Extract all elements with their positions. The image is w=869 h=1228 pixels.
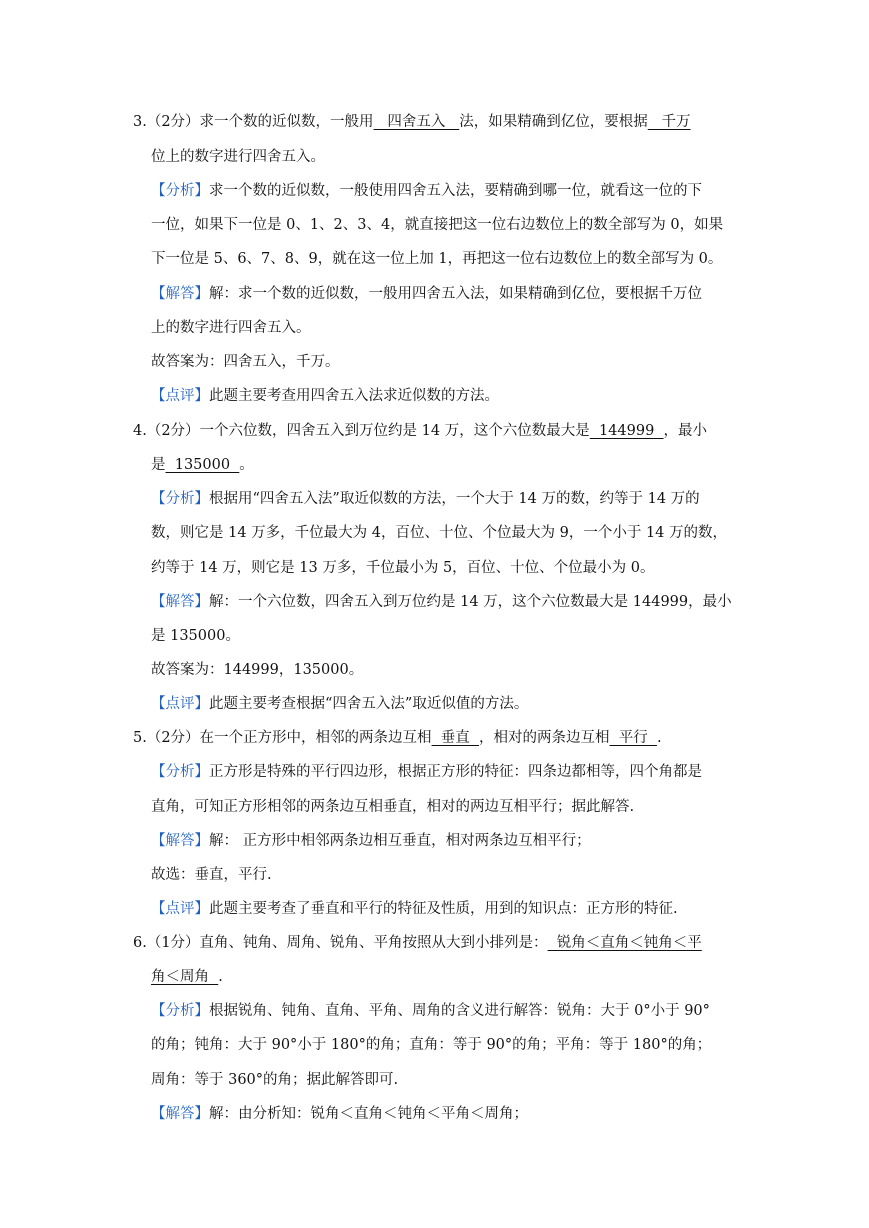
q3-analysis-line-3: 下一位是 5、6、7、8、9，就在这一位上加 1，再把这一位右边数位上的数全部写为 0。 — [151, 251, 723, 267]
q6-analysis-line-1 — [151, 1001, 710, 1021]
q6-stem-line-1 — [133, 933, 702, 953]
analysis-tag: 【分析】 — [151, 183, 209, 199]
q5-analysis-line-2: 直角，可知正方形相邻的两条边互相垂直，相对的两边互相平行；据此解答. — [151, 799, 635, 815]
analysis-tag: 【分析】 — [151, 491, 209, 507]
analysis-text: 根据锐角、钝角、直角、平角、周角的含义进行解答：锐角：大于 0°小于 90° — [209, 1003, 710, 1019]
q5-stem-text: ，相对的两条边互相 — [479, 730, 610, 746]
q3-stem-text: 法，如果精确到亿位，要根据 — [459, 114, 648, 130]
q6-stem-text: 6.（1分）直角、钝角、周角、锐角、平角按照从大到小排列是： — [133, 935, 548, 951]
q5-stem-text: . — [656, 730, 662, 746]
q4-analysis-line-1 — [151, 489, 700, 509]
q3-stem-line-2: 位上的数字进行四舍五入。 — [151, 149, 325, 165]
answer-tag: 【解答】 — [151, 1106, 209, 1122]
q5-comment-line — [151, 899, 678, 919]
analysis-text: 求一个数的近似数，一般使用四舍五入法，要精确到哪一位，就看这一位的下 — [209, 183, 702, 199]
q3-analysis-line-2: 一位，如果下一位是 0、1、2、3、4，就直接把这一位右边数位上的数全部写为 0，如果 — [151, 217, 724, 233]
q4-stem-text: 4.（2分）一个六位数，四舍五入到万位约是 14 万，这个六位数最大是 — [133, 423, 590, 439]
answer-text: 解：求一个数的近似数，一般用四舍五入法，如果精确到亿位，要根据千万位 — [209, 286, 702, 302]
q4-answer-line-1 — [151, 592, 732, 612]
q5-answer-line-1 — [151, 831, 591, 851]
q5-answer-blank-1: 垂直 — [431, 730, 479, 746]
q3-answer-blank-2: 千万 — [647, 114, 691, 130]
answer-tag: 【解答】 — [151, 594, 209, 610]
q4-stem-text: 是 — [151, 457, 166, 473]
comment-text: 此题主要考查根据“四舍五入法”取近似值的方法。 — [209, 696, 529, 712]
q4-answer-line-2: 是 135000。 — [151, 628, 240, 644]
analysis-text: 根据用“四舍五入法”取近似数的方法，一个大于 14 万的数，约等于 14 万的 — [209, 491, 700, 507]
answer-tag: 【解答】 — [151, 286, 209, 302]
answer-text: 解：由分析知：锐角＜直角＜钝角＜平角＜周角； — [209, 1106, 528, 1122]
comment-tag: 【点评】 — [151, 696, 209, 712]
analysis-text: 正方形是特殊的平行四边形，根据正方形的特征：四条边都相等，四个角都是 — [209, 764, 702, 780]
q4-final-answer: 故答案为：144999，135000。 — [151, 662, 364, 678]
q6-analysis-line-2: 的角；钝角：大于 90°小于 180°的角；直角：等于 90°的角；平角：等于 180°的角； — [151, 1037, 712, 1053]
q4-answer-blank-2: 135000 — [165, 457, 240, 473]
comment-tag: 【点评】 — [151, 901, 209, 917]
q3-stem-line-1 — [133, 112, 691, 132]
analysis-tag: 【分析】 — [151, 1003, 209, 1019]
q6-stem-text: . — [218, 969, 223, 985]
answer-tag: 【解答】 — [151, 833, 209, 849]
q6-answer-line-1 — [151, 1104, 528, 1124]
q5-stem-line-1 — [133, 728, 662, 748]
q6-answer-blank: 锐角＜直角＜钝角＜平 — [547, 935, 702, 951]
q6-stem-line-2 — [151, 967, 223, 987]
q4-analysis-line-3: 约等于 14 万，则它是 13 万多，千位最小为 5，百位、十位、个位最小为 0。 — [151, 560, 655, 576]
q6-answer-blank: 角＜周角 — [151, 969, 219, 985]
q3-final-answer: 故答案为：四舍五入，千万。 — [151, 354, 340, 370]
q5-answer-blank-2: 平行 — [609, 730, 657, 746]
answer-text: 解：一个六位数，四舍五入到万位约是 14 万，这个六位数最大是 144999，最小 — [209, 594, 732, 610]
q3-stem-text: 3.（2分）求一个数的近似数，一般用 — [133, 114, 374, 130]
q4-answer-blank-1: 144999 — [589, 423, 664, 439]
q3-answer-blank-1: 四舍五入 — [373, 114, 460, 130]
analysis-tag: 【分析】 — [151, 764, 209, 780]
q5-final-answer: 故选：垂直，平行. — [151, 867, 272, 883]
q4-stem-text: 。 — [239, 457, 254, 473]
q5-stem-text: 5.（2分）在一个正方形中，相邻的两条边互相 — [133, 730, 432, 746]
q4-analysis-line-2: 数，则它是 14 万多，千位最大为 4，百位、十位、个位最大为 9，一个小于 14 万的数， — [151, 525, 728, 541]
q4-stem-text: ，最小 — [663, 423, 708, 439]
q3-answer-line-2: 上的数字进行四舍五入。 — [151, 320, 311, 336]
q3-analysis-line-1 — [151, 181, 702, 201]
q4-stem-line-1 — [133, 421, 707, 441]
q4-comment-line — [151, 694, 528, 714]
answer-text: 解： 正方形中相邻两条边相互垂直，相对两条边互相平行； — [209, 833, 591, 849]
q5-analysis-line-1 — [151, 762, 702, 782]
comment-text: 此题主要考查用四舍五入法求近似数的方法。 — [209, 388, 499, 404]
q3-answer-line-1 — [151, 284, 702, 304]
q6-analysis-line-3: 周角：等于 360°的角；据此解答即可. — [151, 1072, 399, 1088]
comment-tag: 【点评】 — [151, 388, 209, 404]
q4-stem-line-2 — [151, 455, 254, 475]
comment-text: 此题主要考查了垂直和平行的特征及性质，用到的知识点：正方形的特征. — [209, 901, 678, 917]
q3-comment-line — [151, 386, 499, 406]
